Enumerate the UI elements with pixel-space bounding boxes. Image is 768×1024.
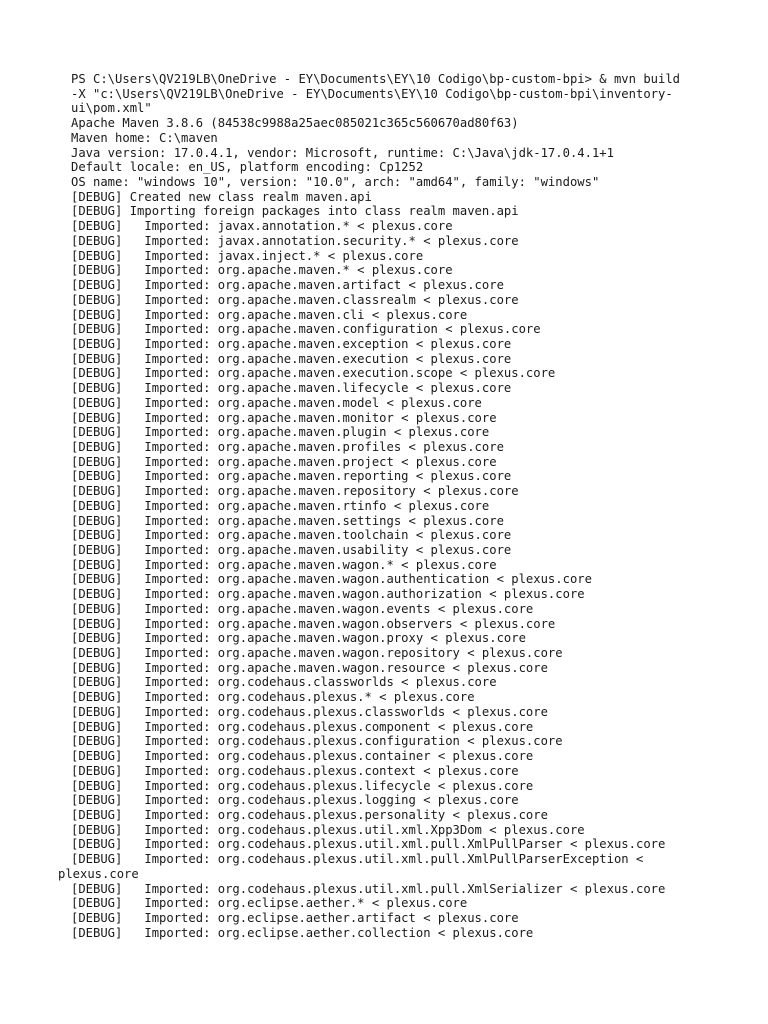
console-line: [DEBUG] Imported: org.apache.maven.configuration < plexus.core xyxy=(71,322,541,337)
console-line: [DEBUG] Imported: org.codehaus.plexus.container < plexus.core xyxy=(71,749,534,764)
console-line: [DEBUG] Imported: org.apache.maven.usability < plexus.core xyxy=(71,543,512,557)
console-line: [DEBUG] Imported: org.codehaus.plexus.util.xml.Xpp3Dom < plexus.core xyxy=(71,822,585,837)
console-line: [DEBUG] Imported: javax.inject.* < plexus.core xyxy=(71,248,424,263)
console-line: [DEBUG] Imported: org.eclipse.aether.artifact < plexus.core xyxy=(71,910,519,925)
console-line: [DEBUG] Imported: org.apache.maven.execution.scope < plexus.core xyxy=(71,366,556,381)
console-line: [DEBUG] Imported: org.apache.maven.model < plexus.core xyxy=(71,395,482,410)
console-line: [DEBUG] Imported: org.apache.maven.cli < plexus.core xyxy=(71,307,468,322)
console-line: [DEBUG] Imported: org.codehaus.plexus.util.xml.pull.XmlPullParser < plexus.core xyxy=(71,837,666,852)
console-line: [DEBUG] Imported: org.apache.maven.reporting < plexus.core xyxy=(71,469,512,484)
console-line: [DEBUG] Imported: org.apache.maven.repository < plexus.core xyxy=(71,484,519,499)
console-line: [DEBUG] Imported: org.codehaus.plexus.logging < plexus.core xyxy=(71,793,519,808)
console-line: [DEBUG] Imported: org.apache.maven.toolchain < plexus.core xyxy=(71,528,512,543)
console-line: [DEBUG] Imported: org.apache.maven.plugin < plexus.core xyxy=(71,425,490,440)
console-line: [DEBUG] Imported: org.codehaus.plexus.personality < plexus.core xyxy=(71,807,548,822)
console-line: [DEBUG] Imported: org.apache.maven.artifact < plexus.core xyxy=(71,278,504,293)
console-line: [DEBUG] Imported: org.codehaus.plexus.util.xml.pull.XmlSerializer < plexus.core xyxy=(71,881,666,896)
console-line: [DEBUG] Imported: org.codehaus.plexus.util.xml.pull.XmlPullParserException < xyxy=(71,852,644,867)
console-line: Maven home: C:\maven xyxy=(71,130,218,145)
console-line: Java version: 17.0.4.1, vendor: Microsoft, runtime: C:\Java\jdk-17.0.4.1+1 xyxy=(71,145,614,160)
console-output xyxy=(58,72,711,940)
console-line: [DEBUG] Imported: org.apache.maven.project < plexus.core xyxy=(71,454,497,469)
console-line: [DEBUG] Imported: org.codehaus.classworlds < plexus.core xyxy=(71,675,497,690)
console-line: -X "c:\Users\QV219LB\OneDrive - EY\Documents\EY\10 Codigo\bp-custom-bpi\inventory- xyxy=(71,86,673,101)
console-line: [DEBUG] Imported: org.apache.maven.wagon.observers < plexus.core xyxy=(71,616,556,631)
console-line: ui\pom.xml" xyxy=(71,101,152,116)
console-line: [DEBUG] Imported: org.apache.maven.wagon.* < plexus.core xyxy=(71,557,497,572)
console-line: [DEBUG] Imported: org.apache.maven.wagon.authentication < plexus.core xyxy=(71,572,592,587)
console-line: [DEBUG] Imported: org.eclipse.aether.collection < plexus.core xyxy=(71,925,534,940)
console-line: [DEBUG] Imported: org.codehaus.plexus.configuration < plexus.core xyxy=(71,734,563,749)
console-line: [DEBUG] Imported: org.apache.maven.exception < plexus.core xyxy=(71,336,512,351)
console-line: [DEBUG] Imported: org.codehaus.plexus.classworlds < plexus.core xyxy=(71,704,548,719)
console-line: [DEBUG] Importing foreign packages into class realm maven.api xyxy=(71,204,519,219)
console-line: [DEBUG] Imported: org.codehaus.plexus.lifecycle < plexus.core xyxy=(71,778,534,793)
console-line: [DEBUG] Created new class realm maven.api xyxy=(71,189,372,204)
console-line: [DEBUG] Imported: org.apache.maven.profiles < plexus.core xyxy=(71,439,504,454)
console-line: [DEBUG] Imported: org.apache.maven.execution < plexus.core xyxy=(71,351,512,366)
console-line: Apache Maven 3.8.6 (84538c9988a25aec085021c365c560670ad80f63) xyxy=(71,116,519,131)
console-line: [DEBUG] Imported: org.apache.maven.monitor < plexus.core xyxy=(71,410,497,425)
console-line: [DEBUG] Imported: javax.annotation.* < plexus.core xyxy=(71,219,453,234)
console-line: [DEBUG] Imported: org.apache.maven.wagon.resource < plexus.core xyxy=(71,660,548,675)
console-line: [DEBUG] Imported: org.apache.maven.classrealm < plexus.core xyxy=(71,292,519,307)
console-line: [DEBUG] Imported: org.apache.maven.wagon.repository < plexus.core xyxy=(71,646,563,661)
console-line: [DEBUG] Imported: org.apache.maven.wagon.events < plexus.core xyxy=(71,601,534,616)
console-line: [DEBUG] Imported: org.apache.maven.settings < plexus.core xyxy=(71,513,504,528)
console-line: OS name: "windows 10", version: "10.0", arch: "amd64", family: "windows" xyxy=(71,175,600,190)
console-line: [DEBUG] Imported: org.codehaus.plexus.component < plexus.core xyxy=(71,719,534,734)
console-line: [DEBUG] Imported: javax.annotation.security.* < plexus.core xyxy=(71,233,519,248)
console-line: [DEBUG] Imported: org.codehaus.plexus.context < plexus.core xyxy=(71,763,519,778)
console-line: [DEBUG] Imported: org.codehaus.plexus.* < plexus.core xyxy=(71,690,475,705)
console-line: [DEBUG] Imported: org.eclipse.aether.* < plexus.core xyxy=(71,896,468,911)
console-line: [DEBUG] Imported: org.apache.maven.wagon.authorization < plexus.core xyxy=(71,587,585,602)
console-line: [DEBUG] Imported: org.apache.maven.* < plexus.core xyxy=(71,263,453,278)
console-line: [DEBUG] Imported: org.apache.maven.rtinfo < plexus.core xyxy=(71,498,490,513)
console-line: [DEBUG] Imported: org.apache.maven.wagon.proxy < plexus.core xyxy=(71,631,526,646)
console-line: [DEBUG] Imported: org.apache.maven.lifecycle < plexus.core xyxy=(71,381,512,396)
console-line: PS C:\Users\QV219LB\OneDrive - EY\Documents\EY\10 Codigo\bp-custom-bpi> & mvn build xyxy=(71,72,681,86)
console-line: plexus.core xyxy=(58,866,139,881)
console-line: Default locale: en_US, platform encoding: Cp1252 xyxy=(71,160,424,175)
